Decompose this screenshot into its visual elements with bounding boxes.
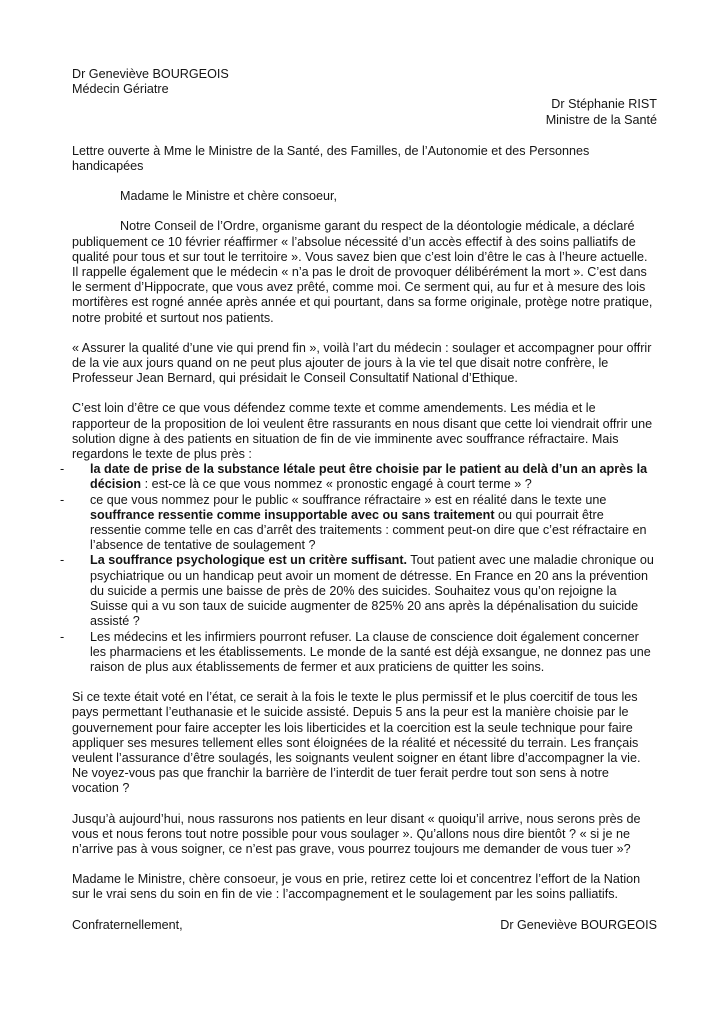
list-item: - la date de prise de la substance létale peut être choisie par le patient au delà d’un an après la décision : est-ce là ce que vous nommez « pronostic engagé à court terme » ? — [60, 462, 648, 492]
signoff — [72, 918, 657, 933]
recipient-name: Dr Stéphanie RIST — [551, 97, 657, 112]
signature: Dr Geneviève BOURGEOIS — [500, 917, 657, 932]
letter — [60, 67, 657, 933]
list-item: - Les médecins et les infirmiers pourront refuser. La clause de conscience doit également concerner les pharmaciens et les établissements. Le monde de la santé est déjà exsangue, ne donnez pas une raison de plus aux établissements de fermer et aux praticiens de quitter les soins. — [60, 629, 651, 674]
paragraph-4: Si ce texte était voté en l’état, ce serait à la fois le texte le plus permissif et le plus coercitif de tous les pays permettant l’euthanasie et le suicide assisté. Depuis 5 ans la peur est la manière choisie par le gouvernement pour faire accepter les lois liberticides et la coercition est la seule technique pour faire appliquer ses mesures tellement elles sont éloignées de la réalité et nécessité du terrain. Les français veulent l’assurance d’être soulagés, les soignants veulent soigner en étant libre d’accompagner la vie. Ne voyez-vous pas que franchir la barrière de l’interdit de tuer ferait perdre tout son sens à notre vocation ? — [72, 690, 641, 796]
recipient-title: Ministre de la Santé — [545, 112, 657, 127]
list-item: - La souffrance psychologique est un critère suffisant. Tout patient avec une maladie chronique ou psychiatrique ou un handicap peut avoir un moment de détresse. En France en 20 ans la prévention du suicide a permis une baisse de près de 20% des suicides. Souhaitez vous qu’on rejoigne la Suisse qui a vu son taux de suicide augmenter de 825% 20 ans après la dépénalisation du suicide assisté ? — [60, 553, 654, 629]
closing: Confraternellement, — [72, 917, 183, 932]
argument-list — [60, 462, 657, 675]
salutation: Madame le Ministre et chère consoeur, — [120, 189, 337, 204]
sender-name: Dr Geneviève BOURGEOIS — [72, 67, 229, 81]
paragraph-6: Madame le Ministre, chère consoeur, je vous en prie, retirez cette loi et concentrez l’effort de la Nation sur le vrai sens du soin en fin de vie : l’accompagnement et le soulagement par les soins palliatifs. — [72, 872, 641, 902]
paragraph-1: Notre Conseil de l’Ordre, organisme garant du respect de la déontologie médicale, a déclaré publiquement ce 10 février réaffirmer « l’absolue nécessité d’un accès effectif à des soins palliatifs de qualité pour tous et sur tout le territoire ». Vous savez bien que c’est loin d’être le cas à l’heure actuelle. Il rappelle également que le médecin « n’a pas le droit de provoquer délibérément la mort ». C’est dans le serment d’Hippocrate, que vous avez prêté, comme moi. Ce serment qui, au fur et à mesure des lois mortifères est rogné année après année et qui pourtant, dans sa forme originale, protège notre pratique, notre probité et surtout nos patients. — [72, 219, 653, 325]
list-item: - ce que vous nommez pour le public « souffrance réfractaire » est en réalité dans le texte une souffrance ressentie comme insupportable avec ou sans traitement ou qui pourrait être ressentie comme telle en cas d’arrêt des traitements : comment peut-on dire que c’est réfractaire en l’absence de tentative de soulagement ? — [60, 492, 647, 553]
paragraph-3: C’est loin d’être ce que vous défendez comme texte et comme amendements. Les média et le rapporteur de la proposition de loi veulent être rassurants en nous disant que cette loi viendrait offrir une solution digne à des patients en situation de fin de vie imminente avec souffrance réfractaire. Mais regardons le texte de plus près : — [72, 401, 653, 462]
paragraph-2: « Assurer la qualité d’une vie qui prend fin », voilà l’art du médecin : soulager et accompagner pour offrir de la vie aux jours quand on ne peut plus ajouter de jours à la vie tel que disait notre confrère, le Professeur Jean Bernard, qui présidait le Conseil Consultatif National d’Ethique. — [72, 340, 652, 386]
letter-subject: Lettre ouverte à Mme le Ministre de la Santé, des Familles, de l’Autonomie et des Personnes handicapées — [72, 143, 590, 174]
paragraph-5: Jusqu’à aujourd’hui, nous rassurons nos patients en leur disant « quoiqu’il arrive, nous serons près de vous et nous ferons tout notre possible pour vous soulager ». Qu’allons nous dire bientôt ? « si je ne n’arrive pas à vous soigner, ce n’est pas grave, vous pourrez toujours me demander de vous tuer »? — [72, 811, 641, 856]
sender-title: Médecin Gériatre — [72, 82, 169, 97]
